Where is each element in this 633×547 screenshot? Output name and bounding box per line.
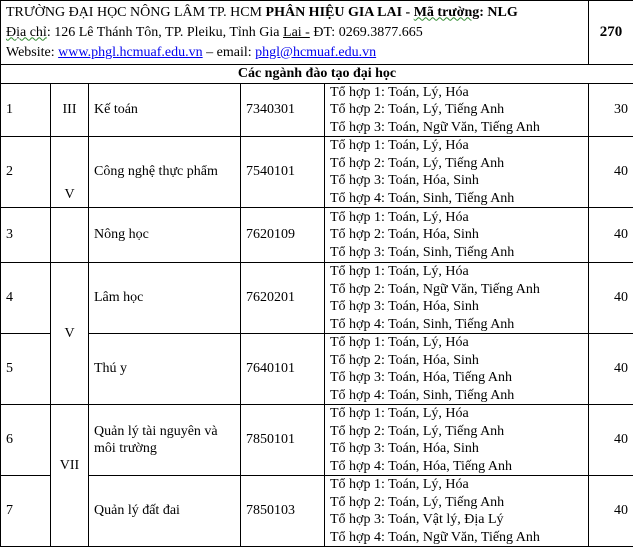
major-name: Lâm học	[89, 263, 241, 334]
contact-line: Website: www.phgl.hcmuaf.edu.vn – email: phgl@hcmuaf.edu.vn	[6, 43, 583, 63]
group-cell: V	[51, 263, 89, 405]
section-title-row	[1, 65, 633, 84]
table-row	[1, 137, 633, 208]
school-info	[1, 1, 589, 65]
table-row	[1, 476, 633, 547]
quota: 30	[589, 83, 633, 137]
subject-combos: Tổ hợp 1: Toán, Lý, Hóa Tổ hợp 2: Toán, Lý, Tiếng Anh Tổ hợp 3: Toán, Hóa, Sinh Tổ hợp 4: Toán, Hóa, Tiếng Anh	[325, 405, 589, 476]
row-number: 6	[1, 405, 51, 476]
major-name: Nông học	[89, 208, 241, 263]
school-code: : NLG	[479, 5, 518, 20]
table-row	[1, 263, 633, 334]
phone: ĐT: 0269.3877.665	[310, 25, 423, 40]
subject-combos: Tổ hợp 1: Toán, Lý, Hóa Tổ hợp 2: Toán, Hóa, Sinh Tổ hợp 3: Toán, Sinh, Tiếng Anh	[325, 208, 589, 263]
quota: 40	[589, 208, 633, 263]
subject-combos: Tổ hợp 1: Toán, Lý, Hóa Tổ hợp 2: Toán, Lý, Tiếng Anh Tổ hợp 3: Toán, Hóa, Sinh Tổ hợp 4: Toán, Sinh, Tiếng Anh	[325, 137, 589, 208]
subject-combos: Tổ hợp 1: Toán, Lý, Hóa Tổ hợp 2: Toán, Lý, Tiếng Anh Tổ hợp 3: Toán, Ngữ Văn, Tiếng Anh	[325, 83, 589, 137]
major-code: 7340301	[241, 83, 325, 137]
email-link[interactable]: phgl@hcmuaf.edu.vn	[255, 45, 376, 60]
quota: 40	[589, 405, 633, 476]
major-code: 7850101	[241, 405, 325, 476]
row-number: 7	[1, 476, 51, 547]
row-number: 2	[1, 137, 51, 208]
quota: 40	[589, 137, 633, 208]
major-name: Thú y	[89, 334, 241, 405]
quota: 40	[589, 263, 633, 334]
group-cell: III	[51, 83, 89, 137]
major-code: 7640101	[241, 334, 325, 405]
total-quota: 270	[589, 1, 633, 65]
group-cell	[51, 208, 89, 263]
row-number: 3	[1, 208, 51, 263]
major-name: Quản lý tài nguyên và môi trường	[89, 405, 241, 476]
table-row	[1, 83, 633, 137]
school-code-label: Mã trường	[414, 5, 480, 20]
row-number: 1	[1, 83, 51, 137]
address-line: Địa chỉ: 126 Lê Thánh Tôn, TP. Pleiku, Tỉnh Gia Lai - ĐT: 0269.3877.665	[6, 23, 583, 43]
major-code: 7620201	[241, 263, 325, 334]
website-link[interactable]: www.phgl.hcmuaf.edu.vn	[58, 45, 203, 60]
subject-combos: Tổ hợp 1: Toán, Lý, Hóa Tổ hợp 2: Toán, Ngữ Văn, Tiếng Anh Tổ hợp 3: Toán, Hóa, Sinh Tổ hợp 4: Toán, Sinh, Tiếng Anh	[325, 263, 589, 334]
header-row	[1, 1, 633, 65]
group-cell: V	[51, 137, 89, 208]
table-row	[1, 208, 633, 263]
major-code: 7850103	[241, 476, 325, 547]
major-code: 7540101	[241, 137, 325, 208]
group-cell: VII	[51, 405, 89, 547]
subject-combos: Tổ hợp 1: Toán, Lý, Hóa Tổ hợp 2: Toán, Hóa, Sinh Tổ hợp 3: Toán, Hóa, Tiếng Anh Tổ hợp 4: Toán, Sinh, Tiếng Anh	[325, 334, 589, 405]
quota: 40	[589, 476, 633, 547]
subject-combos: Tổ hợp 1: Toán, Lý, Hóa Tổ hợp 2: Toán, Lý, Tiếng Anh Tổ hợp 3: Toán, Vật lý, Địa Lý Tổ hợp 4: Toán, Ngữ Văn, Tiếng Anh	[325, 476, 589, 547]
quota: 40	[589, 334, 633, 405]
row-number: 4	[1, 263, 51, 334]
row-number: 5	[1, 334, 51, 405]
major-name: Công nghệ thực phẩm	[89, 137, 241, 208]
major-name: Kế toán	[89, 83, 241, 137]
table-row	[1, 334, 633, 405]
section-title: Các ngành đào tạo đại học	[1, 65, 633, 84]
major-code: 7620109	[241, 208, 325, 263]
table-row	[1, 405, 633, 476]
major-name: Quản lý đất đai	[89, 476, 241, 547]
school-name-line: TRƯỜNG ĐẠI HỌC NÔNG LÂM TP. HCM PHÂN HIỆU GIA LAI - Mã trường: NLG	[6, 3, 583, 23]
